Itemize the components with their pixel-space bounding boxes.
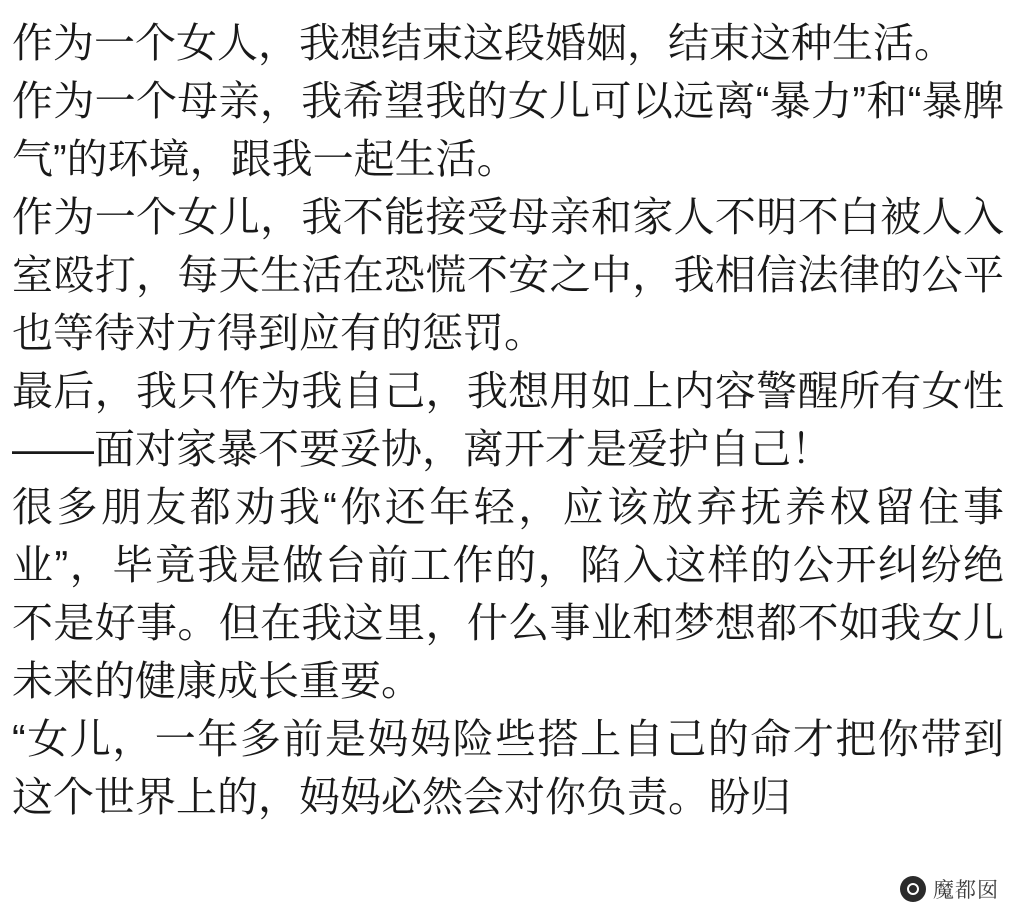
paragraph: 最后，我只作为我自己，我想用如上内容警醒所有女性——面对家暴不要妥协，离开才是爱护自己！	[12, 368, 1004, 472]
paragraph: “女儿，一年多前是妈妈险些搭上自己的命才把你带到这个世界上的，妈妈必然会对你负责。盼归	[12, 716, 1004, 820]
paragraph: 作为一个女人，我想结束这段婚姻，结束这种生活。	[12, 20, 955, 66]
watermark	[895, 871, 1007, 907]
paragraph: 作为一个女儿，我不能接受母亲和家人不明不白被人入室殴打，每天生活在恐慌不安之中，我相信法律的公平也等待对方得到应有的惩罚。	[12, 194, 1004, 356]
circle-logo-icon	[900, 876, 926, 902]
article-body	[12, 14, 1004, 826]
paragraph: 很多朋友都劝我“你还年轻，应该放弃抚养权留住事业”，毕竟我是做台前工作的，陷入这样的公开纠纷绝不是好事。但在我这里，什么事业和梦想都不如我女儿未来的健康成长重要。	[12, 484, 1004, 704]
watermark-label: 魔都囡	[933, 879, 999, 902]
paragraph: 作为一个母亲，我希望我的女儿可以远离“暴力”和“暴脾气”的环境，跟我一起生活。	[12, 78, 1004, 182]
